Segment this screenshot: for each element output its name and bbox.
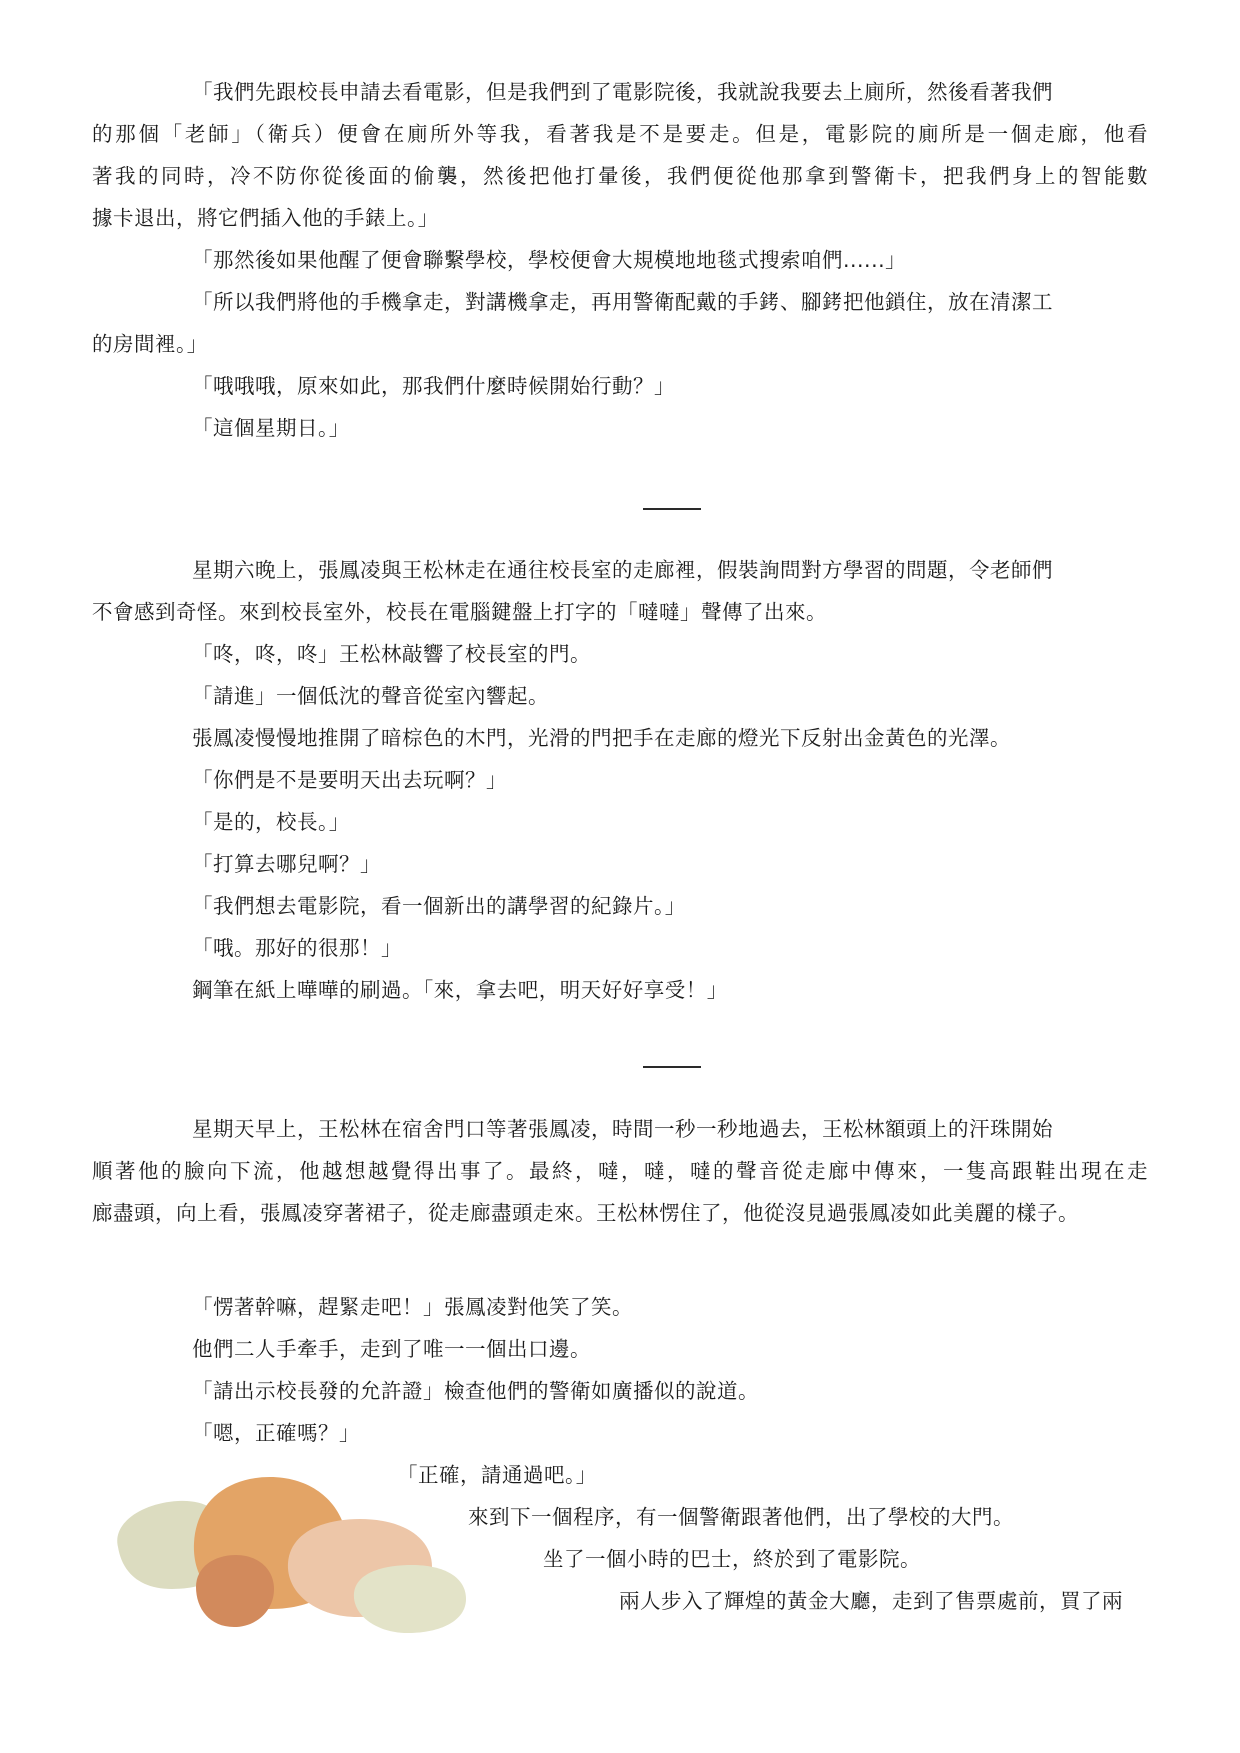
paragraph-line: 順著他的臉向下流，他越想越覺得出事了。最終，噠，噠，噠的聲音從走廊中傳來，一隻高跟鞋出現在走 (92, 1159, 1148, 1183)
paragraph-line: 著我的同時，冷不防你從後面的偷襲，然後把他打暈後，我們便從他那拿到警衛卡，把我們身上的智能數 (92, 164, 1148, 188)
paragraph-line: 坐了一個小時的巴士，終於到了電影院。 (543, 1547, 921, 1571)
pebble-shape (196, 1555, 274, 1627)
pebbles-illustration (110, 1475, 530, 1635)
paragraph-line: 鋼筆在紙上嘩嘩的刷過。「來，拿去吧，明天好好享受！」 (192, 978, 728, 1002)
paragraph-line: 「你們是不是要明天出去玩啊？」 (192, 768, 507, 792)
paragraph-line: 「請進」一個低沈的聲音從室內響起。 (192, 684, 549, 708)
paragraph-line: 「請出示校長發的允許證」檢查他們的警衛如廣播似的說道。 (192, 1379, 759, 1403)
paragraph-line: 「哦哦哦，原來如此，那我們什麼時候開始行動？」 (192, 374, 675, 398)
paragraph-line: 「我們先跟校長申請去看電影，但是我們到了電影院後，我就說我要去上廁所，然後看著我們 (192, 80, 1053, 104)
paragraph-line: 的房間裡。」 (92, 332, 208, 356)
paragraph-line: 「那然後如果他醒了便會聯繫學校，學校便會大規模地地毯式搜索咱們......」 (192, 248, 907, 272)
paragraph-line: 廊盡頭，向上看，張鳳凌穿著裙子，從走廊盡頭走來。王松林愣住了，他從沒見過張鳳凌如此美麗的樣子。 (92, 1201, 1079, 1225)
paragraph-line: 「愣著幹嘛，趕緊走吧！」張鳳凌對他笑了笑。 (192, 1295, 633, 1319)
paragraph-line: 「打算去哪兒啊？」 (192, 852, 381, 876)
section-divider (643, 508, 701, 510)
paragraph-line: 星期天早上，王松林在宿舍門口等著張鳳凌，時間一秒一秒地過去，王松林額頭上的汗珠開始 (192, 1117, 1053, 1141)
pebble-shape (354, 1565, 466, 1633)
paragraph-line: 兩人步入了輝煌的黃金大廳，走到了售票處前，買了兩 (619, 1589, 1123, 1613)
paragraph-line: 「這個星期日。」 (192, 416, 350, 440)
paragraph-line: 不會感到奇怪。來到校長室外，校長在電腦鍵盤上打字的「噠噠」聲傳了出來。 (92, 600, 827, 624)
paragraph-line: 「哦。那好的很那！」 (192, 936, 402, 960)
paragraph-line: 「咚，咚，咚」王松林敲響了校長室的門。 (192, 642, 591, 666)
paragraph-line: 「正確，請通過吧。」 (397, 1463, 597, 1487)
paragraph-line: 他們二人手牽手，走到了唯一一個出口邊。 (192, 1337, 591, 1361)
paragraph-line: 來到下一個程序，有一個警衛跟著他們，出了學校的大門。 (468, 1505, 1014, 1529)
paragraph-line: 張鳳凌慢慢地推開了暗棕色的木門，光滑的門把手在走廊的燈光下反射出金黃色的光澤。 (192, 726, 1011, 750)
section-divider (643, 1066, 701, 1068)
paragraph-line: 的那個「老師」（衛兵）便會在廁所外等我，看著我是不是要走。但是，電影院的廁所是一個走廊，他看 (92, 122, 1148, 146)
paragraph-line: 「嗯，正確嗎？」 (192, 1421, 360, 1445)
paragraph-line: 「我們想去電影院，看一個新出的講學習的紀錄片。」 (192, 894, 686, 918)
paragraph-line: 「所以我們將他的手機拿走，對講機拿走，再用警衛配戴的手銬、腳銬把他鎖住，放在清潔工 (192, 290, 1053, 314)
paragraph-line: 據卡退出，將它們插入他的手錶上。」 (92, 206, 439, 230)
paragraph-line: 「是的，校長。」 (192, 810, 350, 834)
paragraph-line: 星期六晚上，張鳳凌與王松林走在通往校長室的走廊裡，假裝詢問對方學習的問題，令老師們 (192, 558, 1053, 582)
